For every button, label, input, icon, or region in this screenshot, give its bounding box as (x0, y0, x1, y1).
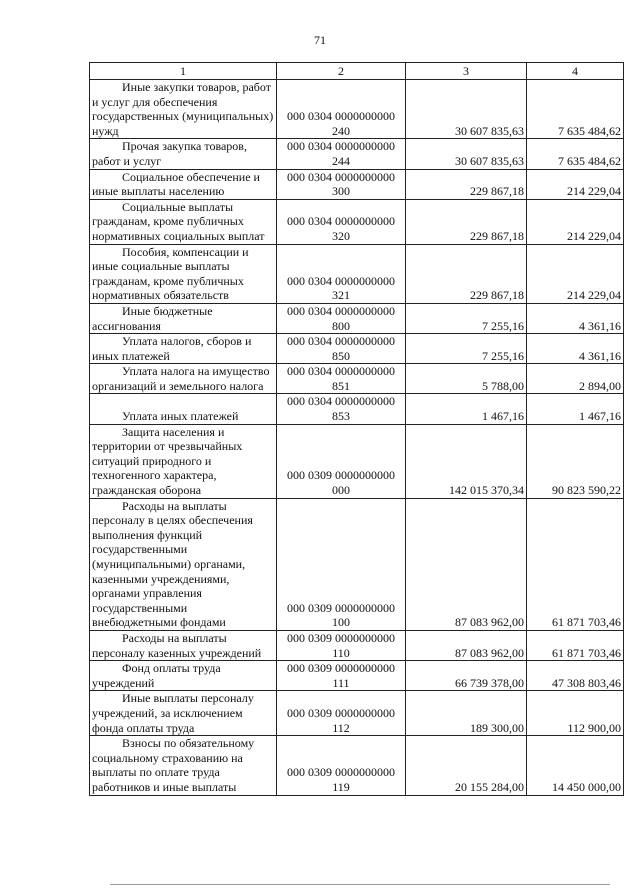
row-amount-approved: 30 607 835,63 (406, 80, 527, 139)
row-code-prefix: 000 0304 0000000000 (287, 273, 395, 288)
row-code-prefix: 000 0304 0000000000 (287, 109, 395, 124)
page-number: 71 (314, 33, 326, 47)
row-amount-executed: 7 635 484,62 (527, 139, 624, 169)
row-name-cell (90, 364, 277, 394)
row-name: Уплата иных платежей (122, 409, 239, 424)
row-amount-executed: 1 467,16 (527, 394, 624, 424)
row-code-suffix: 850 (332, 348, 350, 363)
row-amount-executed: 90 823 590,22 (527, 424, 624, 498)
row-amount-executed: 14 450 000,00 (527, 736, 624, 795)
row-name: Социальные выплаты гражданам, кроме публичных нормативных социальных выплат (92, 199, 265, 243)
row-code-cell (277, 244, 406, 303)
row-code-cell (277, 424, 406, 498)
row-amount-executed: 61 871 703,46 (527, 498, 624, 630)
row-amount-approved: 142 015 370,34 (406, 424, 527, 498)
row-code-cell (277, 364, 406, 394)
row-name: Защита населения и территории от чрезвычайных ситуаций природного и техногенного характера, гражданская оборона (92, 424, 243, 498)
row-name-cell (90, 736, 277, 795)
row-name: Прочая закупка товаров, работ и услуг (92, 139, 247, 168)
row-name-cell (90, 139, 277, 169)
row-code-prefix: 000 0309 0000000000 (287, 661, 395, 676)
row-amount-executed: 4 361,16 (527, 334, 624, 364)
row-name: Иные бюджетные ассигнования (92, 303, 213, 333)
table-row (90, 630, 624, 660)
row-code-prefix: 000 0304 0000000000 (287, 214, 395, 229)
row-code-cell (277, 80, 406, 139)
row-code-cell (277, 691, 406, 736)
row-code-suffix: 851 (332, 378, 350, 393)
row-code-prefix: 000 0304 0000000000 (287, 394, 395, 409)
table-row (90, 424, 624, 498)
row-name-cell (90, 199, 277, 244)
row-amount-approved: 7 255,16 (406, 303, 527, 333)
table-row (90, 661, 624, 691)
row-name: Расходы на выплаты персоналу в целях обеспечения выполнения функций государственными (муниципальными) органами, казенными учреждениями, органами управления государственными внебюджетными фондами (92, 498, 253, 630)
table-row (90, 199, 624, 244)
row-amount-approved: 7 255,16 (406, 334, 527, 364)
row-amount-approved: 1 467,16 (406, 394, 527, 424)
row-name-cell (90, 498, 277, 630)
row-code-cell (277, 169, 406, 199)
row-code-cell (277, 736, 406, 795)
row-amount-approved: 229 867,18 (406, 199, 527, 244)
row-code-prefix: 000 0309 0000000000 (287, 600, 395, 615)
row-code-suffix: 320 (332, 228, 350, 243)
column-header-1: 1 (90, 63, 277, 80)
row-code-suffix: 853 (332, 409, 350, 424)
row-name-cell (90, 303, 277, 333)
row-code-cell (277, 661, 406, 691)
row-code-suffix: 110 (332, 645, 350, 660)
row-code-prefix: 000 0309 0000000000 (287, 705, 395, 720)
row-code-suffix: 119 (332, 779, 350, 794)
row-code-suffix: 000 (332, 483, 350, 498)
row-amount-executed: 214 229,04 (527, 244, 624, 303)
table-row (90, 364, 624, 394)
row-amount-executed: 4 361,16 (527, 303, 624, 333)
row-amount-executed: 112 900,00 (527, 691, 624, 736)
row-code-prefix: 000 0309 0000000000 (287, 765, 395, 780)
row-name: Уплата налога на имущество организаций и земельного налога (92, 364, 270, 393)
row-code-suffix: 112 (332, 720, 350, 735)
row-name-cell (90, 661, 277, 691)
table-row (90, 80, 624, 139)
row-name: Расходы на выплаты персоналу казенных учреждений (92, 630, 262, 660)
row-name-cell (90, 334, 277, 364)
table-row (90, 139, 624, 169)
row-name: Взносы по обязательному социальному страхованию на выплаты по оплате труда работников и иные выплаты (92, 736, 255, 794)
row-amount-approved: 5 788,00 (406, 364, 527, 394)
row-code-suffix: 800 (332, 318, 350, 333)
row-amount-approved: 229 867,18 (406, 169, 527, 199)
row-code-cell (277, 630, 406, 660)
table-header-row (90, 63, 624, 80)
table-row (90, 303, 624, 333)
row-amount-approved: 30 607 835,63 (406, 139, 527, 169)
table-row (90, 498, 624, 630)
row-code-suffix: 321 (332, 288, 350, 303)
row-name-cell (90, 424, 277, 498)
row-amount-approved: 20 155 284,00 (406, 736, 527, 795)
table-row (90, 334, 624, 364)
row-name-cell (90, 691, 277, 736)
row-code-prefix: 000 0304 0000000000 (287, 169, 395, 184)
row-name: Фонд оплаты труда учреждений (92, 661, 221, 690)
row-amount-approved: 87 083 962,00 (406, 630, 527, 660)
row-amount-executed: 214 229,04 (527, 169, 624, 199)
row-code-prefix: 000 0309 0000000000 (287, 630, 395, 645)
row-code-suffix: 111 (332, 675, 350, 690)
row-code-cell (277, 334, 406, 364)
column-header-4: 4 (527, 63, 624, 80)
row-amount-executed: 2 894,00 (527, 364, 624, 394)
row-amount-executed: 214 229,04 (527, 199, 624, 244)
row-amount-executed: 47 308 803,46 (527, 661, 624, 691)
row-name: Пособия, компенсации и иные социальные выплаты гражданам, кроме публичных нормативных обязательств (92, 244, 249, 303)
row-code-suffix: 100 (332, 615, 350, 630)
row-amount-approved: 66 739 378,00 (406, 661, 527, 691)
row-name: Иные закупки товаров, работ и услуг для обеспечения государственных (муниципальных) нужд (92, 80, 274, 138)
table-body (90, 80, 624, 796)
row-name-cell (90, 630, 277, 660)
table-row (90, 394, 624, 424)
row-name: Иные выплаты персоналу учреждений, за исключением фонда оплаты труда (92, 691, 254, 735)
row-code-suffix: 244 (332, 153, 350, 168)
row-name-cell (90, 169, 277, 199)
row-name: Социальное обеспечение и иные выплаты населению (92, 169, 260, 199)
row-name-cell (90, 80, 277, 139)
row-code-prefix: 000 0309 0000000000 (287, 468, 395, 483)
table-row (90, 736, 624, 795)
column-header-3: 3 (406, 63, 527, 80)
row-code-cell (277, 498, 406, 630)
footer-divider (110, 884, 610, 885)
row-amount-executed: 61 871 703,46 (527, 630, 624, 660)
row-code-cell (277, 303, 406, 333)
row-amount-approved: 87 083 962,00 (406, 498, 527, 630)
column-header-2: 2 (277, 63, 406, 80)
row-name-cell (90, 244, 277, 303)
row-amount-approved: 189 300,00 (406, 691, 527, 736)
table-row (90, 244, 624, 303)
row-code-suffix: 240 (332, 123, 350, 138)
table-row (90, 691, 624, 736)
row-code-prefix: 000 0304 0000000000 (287, 303, 395, 318)
table-row (90, 169, 624, 199)
budget-table (89, 62, 624, 796)
row-name: Уплата налогов, сборов и иных платежей (92, 334, 252, 363)
row-code-prefix: 000 0304 0000000000 (287, 364, 395, 379)
row-code-cell (277, 199, 406, 244)
row-code-cell (277, 139, 406, 169)
row-code-cell (277, 394, 406, 424)
row-name-cell (90, 394, 277, 424)
row-code-prefix: 000 0304 0000000000 (287, 139, 395, 154)
row-amount-approved: 229 867,18 (406, 244, 527, 303)
row-amount-executed: 7 635 484,62 (527, 80, 624, 139)
row-code-suffix: 300 (332, 184, 350, 199)
row-code-prefix: 000 0304 0000000000 (287, 334, 395, 349)
